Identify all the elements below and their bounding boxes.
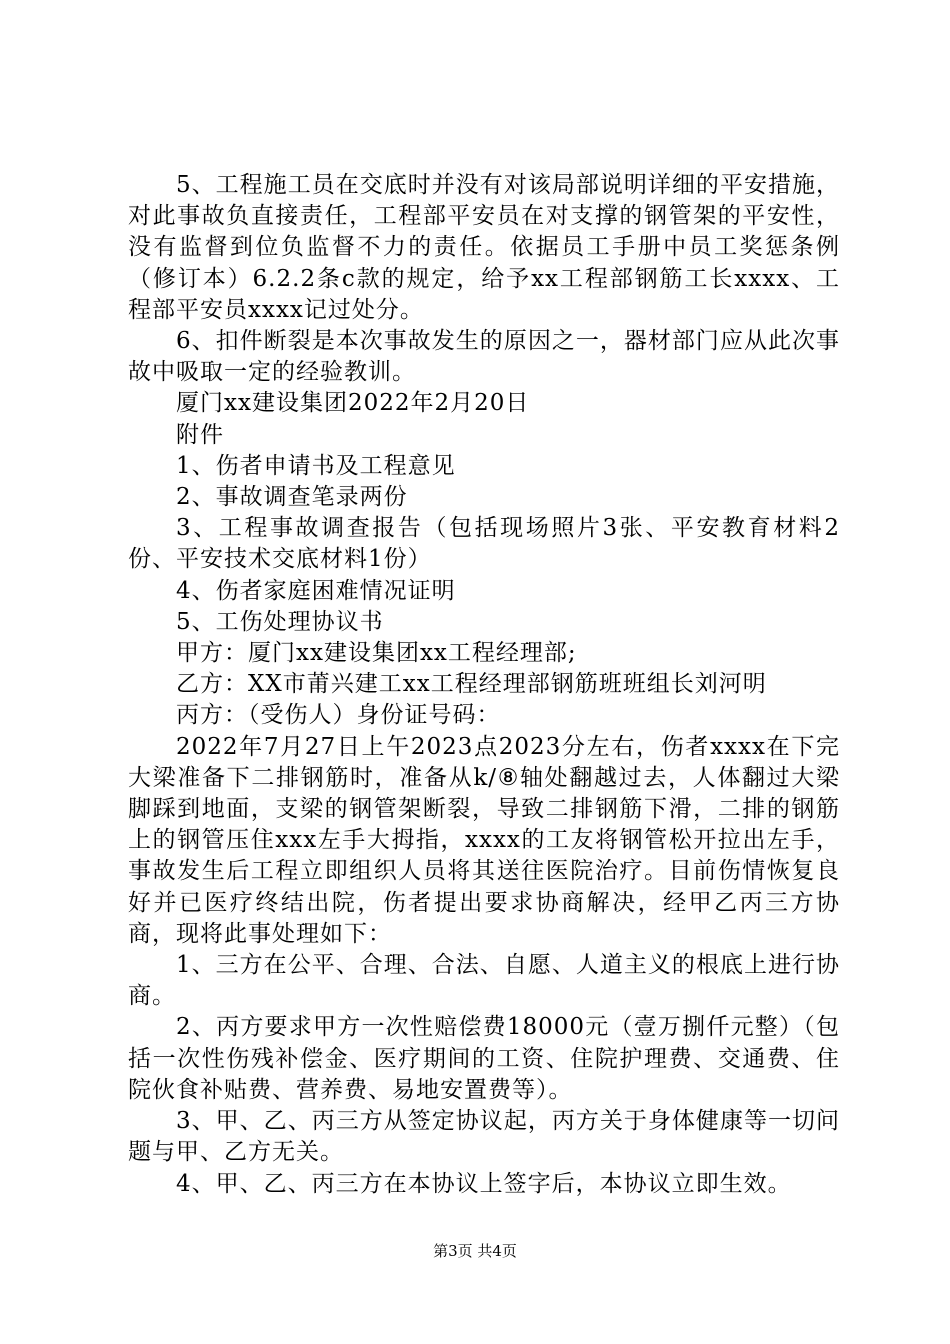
agreement-clause-2: 2、丙方要求甲方一次性赔偿费18000元（壹万捌仟元整）（包括一次性伤残补偿金、医疗期间的工资、住院护理费、交通费、住院伙食补贴费、营养费、易地安置费等）。 [128,1014,840,1103]
paragraph-responsibility: 5、工程施工员在交底时并没有对该局部说明详细的平安措施，对此事故负直接责任，工程部平安员在对支撑的钢管架的平安性，没有监督到位负监督不力的责任。依据员工手册中员工奖惩条例（修订本）6.2.2条c款的规定，给予xx工程部钢筋工长xxxx、工程部平安员xxxx记过处分。 [128,172,840,323]
paragraph-incident-description: 2022年7月27日上午2023点2023分左右，伤者xxxx在下完大梁准备下二排钢筋时，准备从k/⑧轴处翻越过去，人体翻过大梁脚踩到地面，支梁的钢管架断裂，导致二排钢筋下滑，二排的钢筋上的钢管压住xxx左手大拇指，xxxx的工友将钢管松开拉出左手，事故发生后工程立即组织人员将其送往医院治疗。目前伤情恢复良好并已医疗终结出院，伤者提出要求协商解决，经甲乙丙三方协商，现将此事处理如下： [128,733,840,947]
paragraph-fastener-failure: 6、扣件断裂是本次事故发生的原因之一，器材部门应从此次事故中吸取一定的经验教训。 [128,328,840,386]
attachment-item-4: 4、伤者家庭困难情况证明 [176,577,456,604]
paragraph-signature-date: 厦门xx建设集团2022年2月20日 [176,390,530,417]
attachment-item-3: 3、工程事故调查报告（包括现场照片3张、平安教育材料2份、平安技术交底材料1份） [128,515,840,573]
agreement-clause-4: 4、甲、乙、丙三方在本协议上签字后，本协议立即生效。 [176,1170,792,1197]
page-number-footer: 第3页 共4页 [433,1242,517,1260]
party-c: 丙方：（受伤人）身份证号码： [176,702,501,729]
paragraph-attachments-heading: 附件 [176,421,224,448]
agreement-clause-1: 1、三方在公平、合理、合法、自愿、人道主义的根底上进行协商。 [128,952,840,1010]
agreement-clause-3: 3、甲、乙、丙三方从签定协议起，丙方关于身体健康等一切问题与甲、乙方无关。 [128,1108,840,1166]
attachment-item-2: 2、事故调查笔录两份 [176,484,408,511]
attachment-item-1: 1、伤者申请书及工程意见 [176,452,456,479]
attachment-item-5: 5、工伤处理协议书 [176,608,384,635]
document-body [128,170,840,1200]
party-a: 甲方：厦门xx建设集团xx工程经理部; [176,640,577,667]
party-b: 乙方：XX市莆兴建工xx工程经理部钢筋班班组长刘河明 [176,671,767,698]
